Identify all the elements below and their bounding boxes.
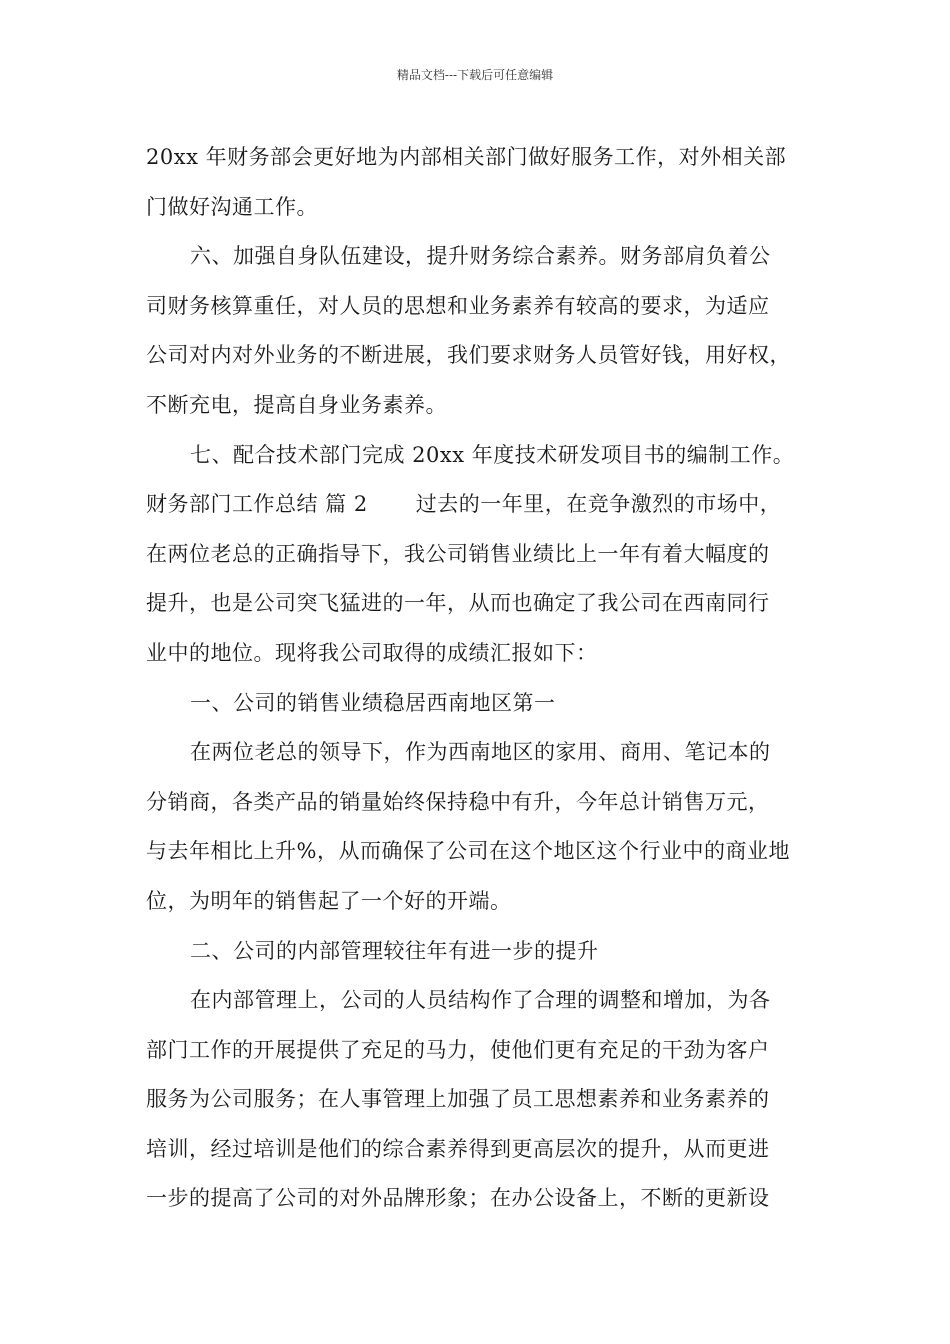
text-line: 位，为明年的销售起了一个好的开端。 [146, 888, 512, 913]
text-line: 一步的提高了公司的对外品牌形象；在办公设备上，不断的更新设 [146, 1186, 770, 1211]
paragraph-start: 在两位老总的领导下，作为西南地区的家用、商用、笔记本的 [190, 740, 771, 765]
paragraph-start: 六、加强自身队伍建设，提升财务综合素养。财务部肩负着公 [190, 244, 771, 269]
section-title-line [146, 480, 826, 530]
paragraph-start: 七、配合技术部门完成 20xx 年度技术研发项目书的编制工作。 [190, 442, 795, 467]
document-body [146, 133, 826, 1224]
text-line: 20xx 年财务部会更好地为内部相关部门做好服务工作，对外相关部 [146, 145, 787, 169]
text-line: 分销商，各类产品的销量始终保持稳中有升，今年总计销售万元， [146, 789, 770, 814]
text-line: 提升，也是公司突飞猛进的一年，从而也确定了我公司在西南同行 [146, 591, 770, 616]
section-title: 财务部门工作总结 篇 2 [146, 492, 368, 517]
text-line: 公司对内对外业务的不断进展，我们要求财务人员管好钱，用好权， [146, 343, 791, 368]
text-line: 业中的地位。现将我公司取得的成绩汇报如下： [146, 640, 598, 665]
paragraph-start: 在内部管理上，公司的人员结构作了合理的调整和增加，为各 [190, 988, 771, 1013]
text-line: 与去年相比上升%，从而确保了公司在这个地区这个行业中的商业地 [146, 839, 790, 864]
text-line: 部门工作的开展提供了充足的马力，使他们更有充足的干劲为客户 [146, 1037, 770, 1062]
subheading: 二、公司的内部管理较往年有进一步的提升 [190, 938, 599, 963]
text-line: 不断充电，提高自身业务素养。 [146, 392, 447, 417]
text-line: 培训，经过培训是他们的综合素养得到更高层次的提升，从而更进 [146, 1136, 770, 1161]
text-line: 在两位老总的正确指导下，我公司销售业绩比上一年有着大幅度的 [146, 541, 770, 566]
section-intro: 过去的一年里，在竞争激烈的市场中， [415, 492, 782, 517]
page-header: 精品文档---下载后可任意编辑 [396, 68, 554, 82]
text-line: 门做好沟通工作。 [146, 194, 318, 219]
text-line: 服务为公司服务；在人事管理上加强了员工思想素养和业务素养的 [146, 1087, 770, 1112]
subheading: 一、公司的销售业绩稳居西南地区第一 [190, 690, 556, 715]
text-line: 司财务核算重任，对人员的思想和业务素养有较高的要求，为适应 [146, 293, 770, 318]
